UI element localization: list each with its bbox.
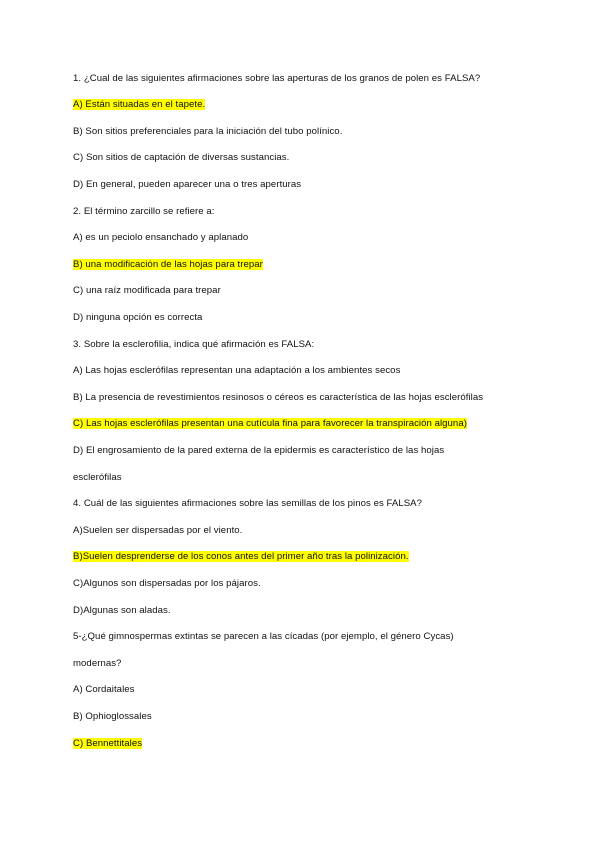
line-text: C)Algunos son dispersadas por los pájaros. — [73, 578, 261, 589]
q3-option-a — [73, 365, 400, 377]
q2-option-c — [73, 285, 221, 297]
q5-option-b — [73, 711, 152, 723]
q3-option-d — [73, 445, 444, 457]
line-text: A) Cordaitales — [73, 684, 135, 695]
q1-option-c — [73, 152, 289, 164]
line-text: modernas? — [73, 658, 122, 669]
line-text: D) ninguna opción es correcta — [73, 312, 203, 323]
line-text: A) Las hojas esclerófilas representan una adaptación a los ambientes secos — [73, 365, 401, 376]
question-1 — [73, 73, 480, 85]
highlighted-answer: B)Suelen desprenderse de los conos antes del primer año tras la polinización. — [73, 551, 409, 562]
line-text: B) Ophioglossales — [73, 711, 152, 722]
line-text: A) es un peciolo ensanchado y aplanado — [73, 232, 249, 243]
line-text: A)Suelen ser dispersadas por el viento. — [73, 525, 243, 536]
q2-option-b — [73, 259, 263, 271]
q3-option-c — [73, 418, 467, 430]
line-text: C) Son sitios de captación de diversas sustancias. — [73, 152, 290, 163]
q1-option-b — [73, 126, 342, 138]
question-2 — [73, 206, 215, 218]
highlighted-answer: C) Las hojas esclerófilas presentan una cutícula fina para favorecer la transpiración alguna) — [73, 418, 467, 429]
q2-option-d — [73, 312, 202, 324]
highlighted-answer: C) Bennettitales — [73, 738, 143, 749]
line-text: 4. Cuál de las siguientes afirmaciones sobre las semillas de los pinos es FALSA? — [73, 498, 423, 509]
line-text: C) una raíz modificada para trepar — [73, 285, 221, 296]
q3-option-b — [73, 392, 483, 404]
line-text: 1. ¿Cual de las siguientes afirmaciones sobre las aperturas de los granos de polen es FALSA? — [73, 73, 481, 84]
line-text: B) La presencia de revestimientos resinosos o céreos es característica de las hojas esclerófilas — [73, 392, 484, 403]
line-text: 3. Sobre la esclerofilia, indica qué afirmación es FALSA: — [73, 339, 315, 350]
q3-option-d-continued — [73, 472, 122, 484]
line-text: D) El engrosamiento de la pared externa de la epidermis es característico de las hojas — [73, 445, 445, 456]
q4-option-c — [73, 578, 261, 590]
q4-option-b — [73, 551, 409, 563]
question-5-continued — [73, 658, 121, 670]
q2-option-a — [73, 232, 248, 244]
line-text: D)Algunas son aladas. — [73, 605, 171, 616]
line-text: 2. El término zarcillo se refiere a: — [73, 206, 215, 217]
line-text: B) Son sitios preferenciales para la iniciación del tubo polínico. — [73, 126, 343, 137]
q4-option-d — [73, 605, 171, 617]
q5-option-c — [73, 738, 142, 750]
highlighted-answer: B) una modificación de las hojas para trepar — [73, 259, 263, 270]
q1-option-d — [73, 179, 301, 191]
highlighted-answer: A) Están situadas en el tapete. — [73, 99, 206, 110]
question-3 — [73, 339, 314, 351]
q1-option-a — [73, 99, 205, 111]
q5-option-a — [73, 684, 135, 696]
q4-option-a — [73, 525, 242, 537]
line-text: esclerófilas — [73, 472, 122, 483]
question-4 — [73, 498, 422, 510]
line-text: 5-¿Qué gimnospermas extintas se parecen a las cícadas (por ejemplo, el género Cycas) — [73, 631, 454, 642]
line-text: D) En general, pueden aparecer una o tres aperturas — [73, 179, 302, 190]
question-5 — [73, 631, 454, 643]
